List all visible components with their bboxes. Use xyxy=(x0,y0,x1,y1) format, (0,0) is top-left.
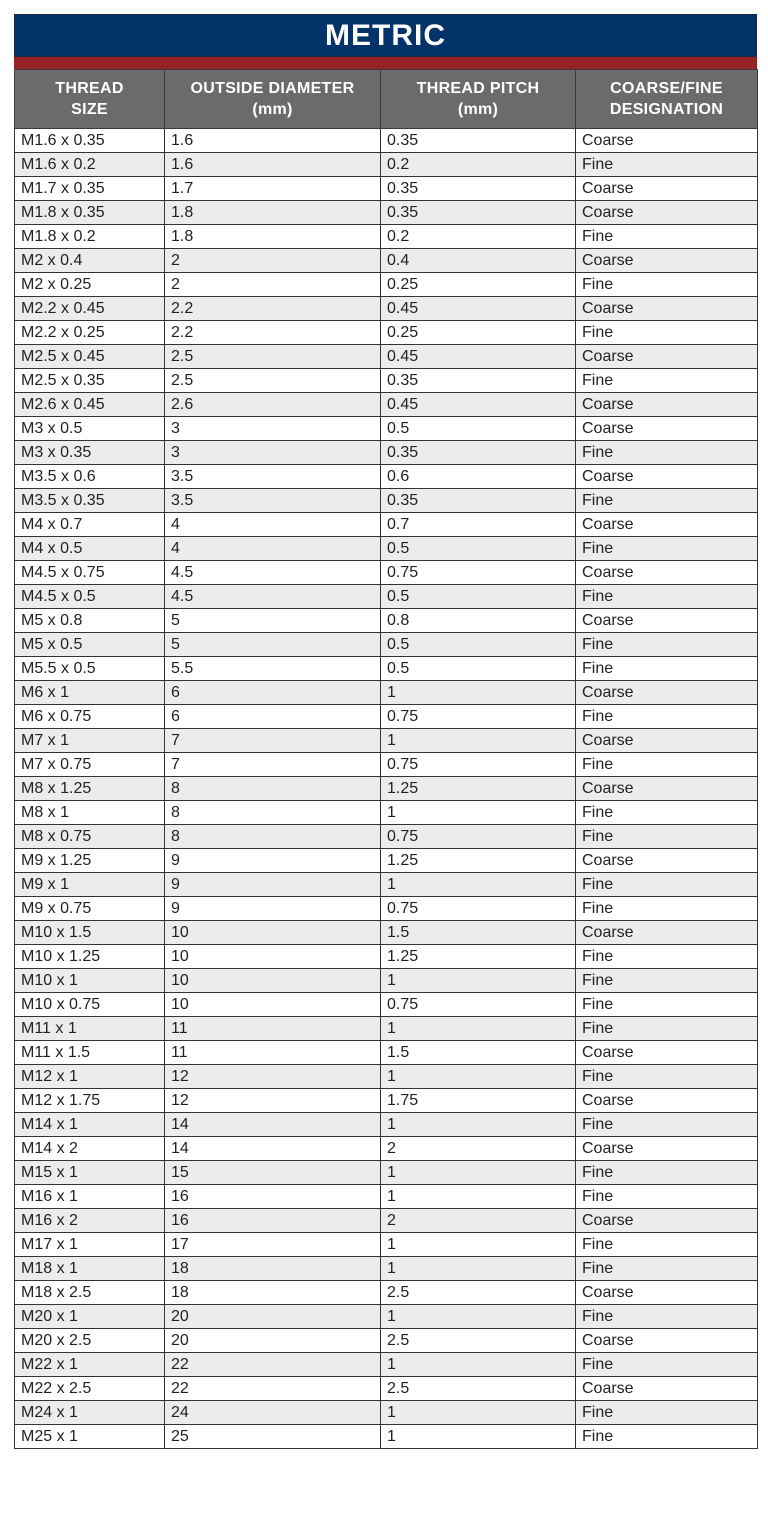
column-header-thread-size xyxy=(15,70,165,129)
designation-cell: Fine xyxy=(576,1065,758,1089)
designation-cell: Coarse xyxy=(576,729,758,753)
thread-size-cell: M2.6 x 0.45 xyxy=(15,393,165,417)
table-row xyxy=(15,1425,758,1449)
outside-diameter-cell: 9 xyxy=(165,897,381,921)
thread-pitch-cell: 0.75 xyxy=(381,993,576,1017)
thread-size-cell: M15 x 1 xyxy=(15,1161,165,1185)
designation-cell: Coarse xyxy=(576,1281,758,1305)
table-row xyxy=(15,825,758,849)
thread-pitch-cell: 1 xyxy=(381,1185,576,1209)
table-row xyxy=(15,489,758,513)
outside-diameter-cell: 4.5 xyxy=(165,561,381,585)
thread-pitch-cell: 1 xyxy=(381,873,576,897)
outside-diameter-cell: 10 xyxy=(165,993,381,1017)
designation-cell: Fine xyxy=(576,633,758,657)
outside-diameter-cell: 8 xyxy=(165,777,381,801)
designation-cell: Coarse xyxy=(576,201,758,225)
thread-pitch-cell: 0.75 xyxy=(381,753,576,777)
designation-cell: Fine xyxy=(576,1305,758,1329)
outside-diameter-cell: 1.6 xyxy=(165,153,381,177)
table-row xyxy=(15,1089,758,1113)
header-line: (mm) xyxy=(457,101,499,118)
table-row xyxy=(15,897,758,921)
thread-pitch-cell: 1.25 xyxy=(381,849,576,873)
thread-size-cell: M4 x 0.7 xyxy=(15,513,165,537)
designation-cell: Fine xyxy=(576,489,758,513)
column-header-designation xyxy=(576,70,758,129)
thread-pitch-cell: 0.45 xyxy=(381,297,576,321)
table-row xyxy=(15,249,758,273)
thread-size-cell: M10 x 1 xyxy=(15,969,165,993)
thread-pitch-cell: 0.45 xyxy=(381,393,576,417)
table-row xyxy=(15,849,758,873)
thread-pitch-cell: 1 xyxy=(381,1401,576,1425)
thread-pitch-cell: 0.25 xyxy=(381,321,576,345)
thread-pitch-cell: 2 xyxy=(381,1137,576,1161)
designation-cell: Coarse xyxy=(576,249,758,273)
thread-size-cell: M1.7 x 0.35 xyxy=(15,177,165,201)
thread-size-cell: M3.5 x 0.6 xyxy=(15,465,165,489)
metric-thread-chart xyxy=(14,14,757,1449)
thread-size-cell: M11 x 1.5 xyxy=(15,1041,165,1065)
outside-diameter-cell: 10 xyxy=(165,969,381,993)
thread-size-cell: M10 x 1.25 xyxy=(15,945,165,969)
thread-size-cell: M17 x 1 xyxy=(15,1233,165,1257)
designation-cell: Fine xyxy=(576,1353,758,1377)
table-row xyxy=(15,1185,758,1209)
table-row xyxy=(15,513,758,537)
outside-diameter-cell: 2 xyxy=(165,273,381,297)
thread-pitch-cell: 0.35 xyxy=(381,441,576,465)
table-row xyxy=(15,273,758,297)
thread-pitch-cell: 0.75 xyxy=(381,705,576,729)
header-line: SIZE xyxy=(71,101,108,118)
header-line: THREAD PITCH xyxy=(416,80,540,97)
thread-size-cell: M10 x 1.5 xyxy=(15,921,165,945)
thread-size-cell: M2.2 x 0.25 xyxy=(15,321,165,345)
thread-size-cell: M8 x 0.75 xyxy=(15,825,165,849)
table-row xyxy=(15,129,758,153)
outside-diameter-cell: 3.5 xyxy=(165,489,381,513)
thread-size-cell: M7 x 1 xyxy=(15,729,165,753)
table-row xyxy=(15,1305,758,1329)
thread-size-cell: M1.8 x 0.35 xyxy=(15,201,165,225)
outside-diameter-cell: 2.6 xyxy=(165,393,381,417)
thread-size-cell: M7 x 0.75 xyxy=(15,753,165,777)
outside-diameter-cell: 1.8 xyxy=(165,225,381,249)
thread-pitch-cell: 0.2 xyxy=(381,225,576,249)
outside-diameter-cell: 12 xyxy=(165,1065,381,1089)
thread-pitch-cell: 2.5 xyxy=(381,1329,576,1353)
designation-cell: Fine xyxy=(576,969,758,993)
outside-diameter-cell: 4 xyxy=(165,513,381,537)
designation-cell: Fine xyxy=(576,801,758,825)
chart-title: METRIC xyxy=(14,14,757,57)
thread-size-cell: M2 x 0.25 xyxy=(15,273,165,297)
thread-size-cell: M22 x 2.5 xyxy=(15,1377,165,1401)
thread-pitch-cell: 0.35 xyxy=(381,177,576,201)
thread-size-cell: M9 x 1 xyxy=(15,873,165,897)
thread-pitch-cell: 1 xyxy=(381,1113,576,1137)
thread-size-cell: M6 x 0.75 xyxy=(15,705,165,729)
designation-cell: Fine xyxy=(576,1257,758,1281)
designation-cell: Fine xyxy=(576,369,758,393)
designation-cell: Coarse xyxy=(576,1377,758,1401)
outside-diameter-cell: 12 xyxy=(165,1089,381,1113)
thread-pitch-cell: 0.6 xyxy=(381,465,576,489)
outside-diameter-cell: 20 xyxy=(165,1329,381,1353)
table-row xyxy=(15,585,758,609)
designation-cell: Coarse xyxy=(576,609,758,633)
designation-cell: Fine xyxy=(576,705,758,729)
thread-pitch-cell: 0.5 xyxy=(381,633,576,657)
designation-cell: Fine xyxy=(576,657,758,681)
thread-size-cell: M1.8 x 0.2 xyxy=(15,225,165,249)
thread-pitch-cell: 1 xyxy=(381,801,576,825)
outside-diameter-cell: 15 xyxy=(165,1161,381,1185)
table-row xyxy=(15,1233,758,1257)
thread-size-cell: M6 x 1 xyxy=(15,681,165,705)
designation-cell: Fine xyxy=(576,585,758,609)
table-row xyxy=(15,369,758,393)
thread-pitch-cell: 2 xyxy=(381,1209,576,1233)
thread-size-cell: M5 x 0.8 xyxy=(15,609,165,633)
designation-cell: Fine xyxy=(576,1185,758,1209)
designation-cell: Fine xyxy=(576,1401,758,1425)
outside-diameter-cell: 7 xyxy=(165,729,381,753)
outside-diameter-cell: 11 xyxy=(165,1041,381,1065)
table-row xyxy=(15,1113,758,1137)
table-row xyxy=(15,417,758,441)
thread-pitch-cell: 1.5 xyxy=(381,1041,576,1065)
designation-cell: Fine xyxy=(576,1161,758,1185)
thread-pitch-cell: 0.7 xyxy=(381,513,576,537)
thread-size-cell: M8 x 1 xyxy=(15,801,165,825)
thread-pitch-cell: 1.5 xyxy=(381,921,576,945)
designation-cell: Fine xyxy=(576,897,758,921)
thread-pitch-cell: 2.5 xyxy=(381,1377,576,1401)
thread-size-cell: M25 x 1 xyxy=(15,1425,165,1449)
thread-size-cell: M4.5 x 0.75 xyxy=(15,561,165,585)
designation-cell: Fine xyxy=(576,1233,758,1257)
outside-diameter-cell: 6 xyxy=(165,705,381,729)
thread-pitch-cell: 0.5 xyxy=(381,585,576,609)
designation-cell: Coarse xyxy=(576,417,758,441)
thread-size-cell: M3 x 0.5 xyxy=(15,417,165,441)
outside-diameter-cell: 22 xyxy=(165,1377,381,1401)
designation-cell: Fine xyxy=(576,1425,758,1449)
thread-size-cell: M9 x 1.25 xyxy=(15,849,165,873)
designation-cell: Coarse xyxy=(576,129,758,153)
thread-pitch-cell: 0.5 xyxy=(381,657,576,681)
thread-size-cell: M4 x 0.5 xyxy=(15,537,165,561)
thread-size-cell: M5 x 0.5 xyxy=(15,633,165,657)
thread-size-cell: M20 x 2.5 xyxy=(15,1329,165,1353)
header-line: (mm) xyxy=(252,101,293,118)
designation-cell: Coarse xyxy=(576,513,758,537)
table-row xyxy=(15,753,758,777)
thread-pitch-cell: 0.35 xyxy=(381,129,576,153)
table-row xyxy=(15,1329,758,1353)
outside-diameter-cell: 2.2 xyxy=(165,321,381,345)
designation-cell: Fine xyxy=(576,441,758,465)
outside-diameter-cell: 18 xyxy=(165,1257,381,1281)
designation-cell: Fine xyxy=(576,1017,758,1041)
thread-pitch-cell: 1 xyxy=(381,1017,576,1041)
designation-cell: Fine xyxy=(576,321,758,345)
thread-pitch-cell: 1 xyxy=(381,1257,576,1281)
designation-cell: Coarse xyxy=(576,681,758,705)
accent-band xyxy=(14,57,757,69)
designation-cell: Coarse xyxy=(576,777,758,801)
table-row xyxy=(15,801,758,825)
thread-size-cell: M1.6 x 0.2 xyxy=(15,153,165,177)
header-line: OUTSIDE DIAMETER xyxy=(190,80,355,97)
thread-size-cell: M2.2 x 0.45 xyxy=(15,297,165,321)
thread-pitch-cell: 0.35 xyxy=(381,201,576,225)
thread-size-cell: M18 x 1 xyxy=(15,1257,165,1281)
outside-diameter-cell: 22 xyxy=(165,1353,381,1377)
designation-cell: Fine xyxy=(576,873,758,897)
outside-diameter-cell: 1.7 xyxy=(165,177,381,201)
table-row xyxy=(15,321,758,345)
thread-size-cell: M2.5 x 0.35 xyxy=(15,369,165,393)
outside-diameter-cell: 4 xyxy=(165,537,381,561)
outside-diameter-cell: 24 xyxy=(165,1401,381,1425)
column-header-thread-pitch xyxy=(381,70,576,129)
thread-size-cell: M14 x 1 xyxy=(15,1113,165,1137)
thread-size-cell: M20 x 1 xyxy=(15,1305,165,1329)
thread-pitch-cell: 1 xyxy=(381,729,576,753)
outside-diameter-cell: 25 xyxy=(165,1425,381,1449)
designation-cell: Coarse xyxy=(576,1089,758,1113)
designation-cell: Coarse xyxy=(576,393,758,417)
designation-cell: Fine xyxy=(576,537,758,561)
table-row xyxy=(15,945,758,969)
column-header-outside-diameter xyxy=(165,70,381,129)
thread-pitch-cell: 1 xyxy=(381,1305,576,1329)
designation-cell: Fine xyxy=(576,753,758,777)
thread-size-cell: M4.5 x 0.5 xyxy=(15,585,165,609)
thread-pitch-cell: 1 xyxy=(381,681,576,705)
outside-diameter-cell: 1.6 xyxy=(165,129,381,153)
thread-pitch-cell: 0.35 xyxy=(381,489,576,513)
table-row xyxy=(15,537,758,561)
outside-diameter-cell: 14 xyxy=(165,1113,381,1137)
thread-pitch-cell: 0.5 xyxy=(381,417,576,441)
table-row xyxy=(15,393,758,417)
outside-diameter-cell: 5.5 xyxy=(165,657,381,681)
table-row xyxy=(15,345,758,369)
designation-cell: Fine xyxy=(576,945,758,969)
table-row xyxy=(15,297,758,321)
table-row xyxy=(15,1137,758,1161)
thread-pitch-cell: 0.45 xyxy=(381,345,576,369)
thread-size-cell: M24 x 1 xyxy=(15,1401,165,1425)
designation-cell: Fine xyxy=(576,825,758,849)
thread-size-cell: M14 x 2 xyxy=(15,1137,165,1161)
thread-pitch-cell: 0.75 xyxy=(381,825,576,849)
outside-diameter-cell: 2 xyxy=(165,249,381,273)
outside-diameter-cell: 18 xyxy=(165,1281,381,1305)
thread-pitch-cell: 1 xyxy=(381,1425,576,1449)
outside-diameter-cell: 6 xyxy=(165,681,381,705)
table-row xyxy=(15,1353,758,1377)
outside-diameter-cell: 8 xyxy=(165,801,381,825)
designation-cell: Coarse xyxy=(576,1137,758,1161)
table-row xyxy=(15,441,758,465)
thread-pitch-cell: 0.25 xyxy=(381,273,576,297)
designation-cell: Coarse xyxy=(576,1041,758,1065)
designation-cell: Fine xyxy=(576,273,758,297)
outside-diameter-cell: 5 xyxy=(165,633,381,657)
table-body xyxy=(15,129,758,1449)
thread-pitch-cell: 1 xyxy=(381,1065,576,1089)
thread-pitch-cell: 0.4 xyxy=(381,249,576,273)
table-row xyxy=(15,969,758,993)
table-row xyxy=(15,1281,758,1305)
outside-diameter-cell: 9 xyxy=(165,849,381,873)
table-row xyxy=(15,873,758,897)
designation-cell: Fine xyxy=(576,993,758,1017)
table-row xyxy=(15,777,758,801)
thread-pitch-cell: 1 xyxy=(381,1161,576,1185)
outside-diameter-cell: 16 xyxy=(165,1185,381,1209)
outside-diameter-cell: 2.5 xyxy=(165,369,381,393)
outside-diameter-cell: 17 xyxy=(165,1233,381,1257)
outside-diameter-cell: 9 xyxy=(165,873,381,897)
thread-size-cell: M1.6 x 0.35 xyxy=(15,129,165,153)
thread-size-cell: M3.5 x 0.35 xyxy=(15,489,165,513)
thread-table xyxy=(14,69,758,1449)
outside-diameter-cell: 11 xyxy=(165,1017,381,1041)
table-row xyxy=(15,729,758,753)
thread-size-cell: M3 x 0.35 xyxy=(15,441,165,465)
designation-cell: Coarse xyxy=(576,1209,758,1233)
thread-pitch-cell: 0.5 xyxy=(381,537,576,561)
outside-diameter-cell: 3.5 xyxy=(165,465,381,489)
table-row xyxy=(15,705,758,729)
thread-size-cell: M16 x 2 xyxy=(15,1209,165,1233)
thread-size-cell: M16 x 1 xyxy=(15,1185,165,1209)
designation-cell: Fine xyxy=(576,1113,758,1137)
table-row xyxy=(15,609,758,633)
outside-diameter-cell: 2.2 xyxy=(165,297,381,321)
table-row xyxy=(15,1257,758,1281)
outside-diameter-cell: 2.5 xyxy=(165,345,381,369)
outside-diameter-cell: 8 xyxy=(165,825,381,849)
table-row xyxy=(15,1065,758,1089)
outside-diameter-cell: 5 xyxy=(165,609,381,633)
thread-pitch-cell: 0.75 xyxy=(381,897,576,921)
table-row xyxy=(15,225,758,249)
thread-pitch-cell: 0.2 xyxy=(381,153,576,177)
designation-cell: Fine xyxy=(576,153,758,177)
thread-size-cell: M11 x 1 xyxy=(15,1017,165,1041)
thread-pitch-cell: 0.8 xyxy=(381,609,576,633)
table-row xyxy=(15,465,758,489)
designation-cell: Coarse xyxy=(576,297,758,321)
thread-size-cell: M10 x 0.75 xyxy=(15,993,165,1017)
thread-pitch-cell: 2.5 xyxy=(381,1281,576,1305)
column-header-row xyxy=(15,70,758,129)
designation-cell: Fine xyxy=(576,225,758,249)
thread-pitch-cell: 1.75 xyxy=(381,1089,576,1113)
table-row xyxy=(15,201,758,225)
thread-size-cell: M12 x 1 xyxy=(15,1065,165,1089)
header-line: DESIGNATION xyxy=(609,101,724,118)
thread-pitch-cell: 1 xyxy=(381,1233,576,1257)
table-row xyxy=(15,1209,758,1233)
thread-size-cell: M18 x 2.5 xyxy=(15,1281,165,1305)
designation-cell: Coarse xyxy=(576,921,758,945)
outside-diameter-cell: 1.8 xyxy=(165,201,381,225)
table-row xyxy=(15,1377,758,1401)
table-row xyxy=(15,1401,758,1425)
table-row xyxy=(15,1017,758,1041)
outside-diameter-cell: 16 xyxy=(165,1209,381,1233)
thread-pitch-cell: 1 xyxy=(381,1353,576,1377)
thread-size-cell: M5.5 x 0.5 xyxy=(15,657,165,681)
outside-diameter-cell: 3 xyxy=(165,441,381,465)
header-line: THREAD xyxy=(55,80,124,97)
designation-cell: Coarse xyxy=(576,1329,758,1353)
thread-size-cell: M9 x 0.75 xyxy=(15,897,165,921)
header-line: COARSE/FINE xyxy=(610,80,723,97)
thread-size-cell: M2 x 0.4 xyxy=(15,249,165,273)
thread-pitch-cell: 1 xyxy=(381,969,576,993)
outside-diameter-cell: 10 xyxy=(165,921,381,945)
thread-size-cell: M2.5 x 0.45 xyxy=(15,345,165,369)
thread-size-cell: M8 x 1.25 xyxy=(15,777,165,801)
outside-diameter-cell: 20 xyxy=(165,1305,381,1329)
outside-diameter-cell: 4.5 xyxy=(165,585,381,609)
table-row xyxy=(15,633,758,657)
outside-diameter-cell: 14 xyxy=(165,1137,381,1161)
thread-pitch-cell: 0.35 xyxy=(381,369,576,393)
thread-pitch-cell: 0.75 xyxy=(381,561,576,585)
designation-cell: Coarse xyxy=(576,561,758,585)
thread-size-cell: M22 x 1 xyxy=(15,1353,165,1377)
table-row xyxy=(15,993,758,1017)
designation-cell: Coarse xyxy=(576,849,758,873)
table-row xyxy=(15,681,758,705)
outside-diameter-cell: 10 xyxy=(165,945,381,969)
outside-diameter-cell: 7 xyxy=(165,753,381,777)
table-row xyxy=(15,921,758,945)
table-row xyxy=(15,1161,758,1185)
designation-cell: Coarse xyxy=(576,345,758,369)
thread-pitch-cell: 1.25 xyxy=(381,945,576,969)
table-row xyxy=(15,561,758,585)
thread-size-cell: M12 x 1.75 xyxy=(15,1089,165,1113)
designation-cell: Coarse xyxy=(576,177,758,201)
table-row xyxy=(15,1041,758,1065)
thread-pitch-cell: 1.25 xyxy=(381,777,576,801)
table-row xyxy=(15,657,758,681)
table-row xyxy=(15,177,758,201)
outside-diameter-cell: 3 xyxy=(165,417,381,441)
table-row xyxy=(15,153,758,177)
designation-cell: Coarse xyxy=(576,465,758,489)
